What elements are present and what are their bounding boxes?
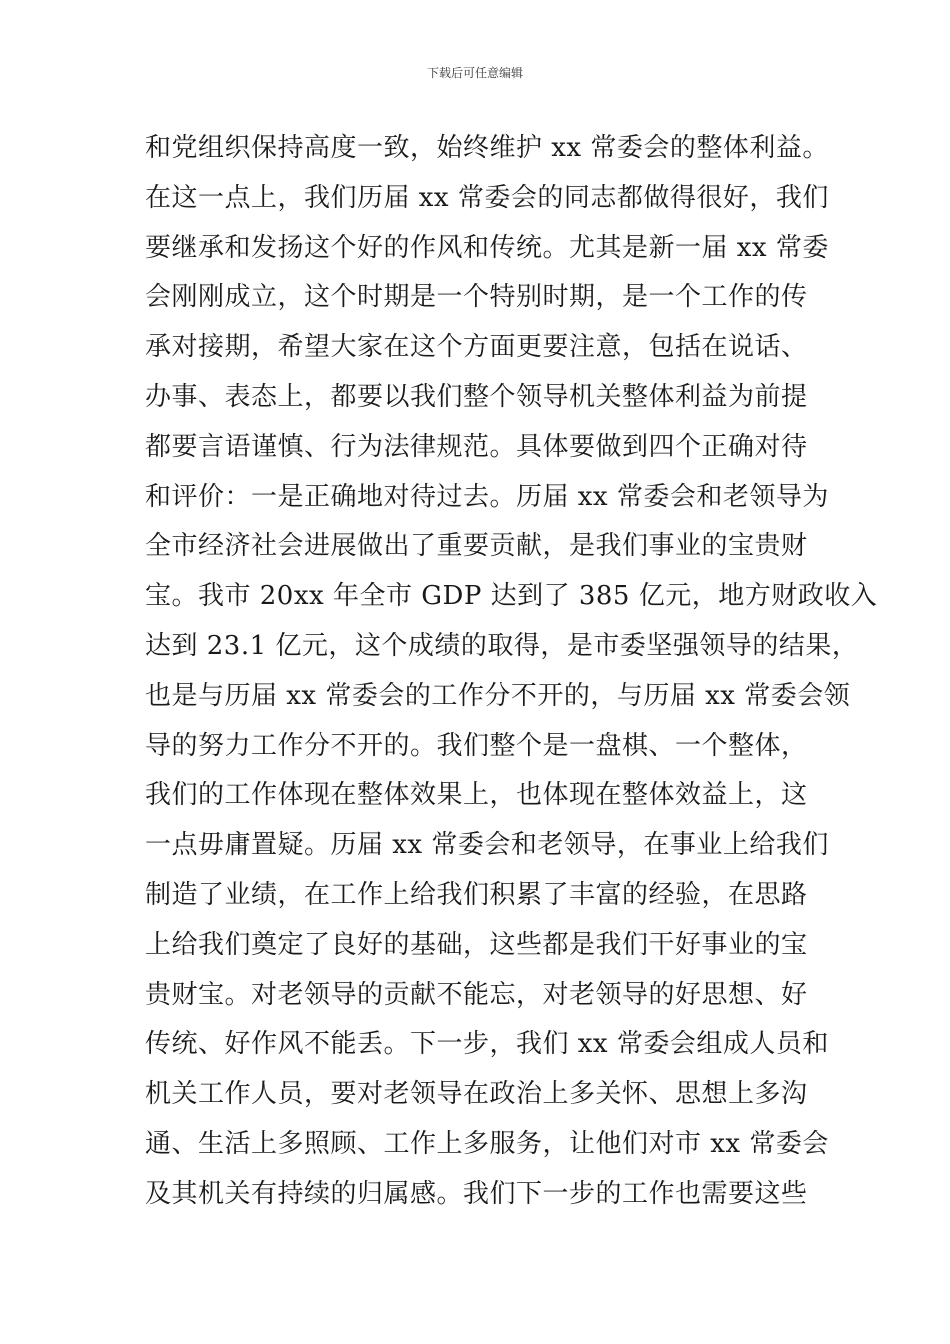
text-line: 贵财宝。对老领导的贡献不能忘，对老领导的好思想、好 xyxy=(145,979,808,1010)
text-line: 一点毋庸置疑。历届 xx 常委会和老领导，在事业上给我们 xyxy=(145,830,829,861)
text-line: 机关工作人员，要对老领导在政治上多关怀、思想上多沟 xyxy=(145,1079,808,1110)
text-line: 通、生活上多照顾、工作上多服务，让他们对市 xx 常委会 xyxy=(145,1128,829,1159)
text-line: 及其机关有持续的归属感。我们下一步的工作也需要这些 xyxy=(145,1178,808,1209)
text-line: 宝。我市 20xx 年全市 GDP 达到了 385 亿元，地方财政收入 xyxy=(145,581,878,612)
text-line: 都要言语谨慎、行为法律规范。具体要做到四个正确对待 xyxy=(145,431,808,462)
text-line: 上给我们奠定了良好的基础，这些都是我们干好事业的宝 xyxy=(145,929,808,960)
text-line: 在这一点上，我们历届 xx 常委会的同志都做得很好，我们 xyxy=(145,182,829,213)
text-line: 办事、表态上，都要以我们整个领导机关整体利益为前提 xyxy=(145,381,808,412)
text-line: 全市经济社会进展做出了重要贡献，是我们事业的宝贵财 xyxy=(145,531,808,562)
body-text xyxy=(145,124,878,1220)
text-line: 也是与历届 xx 常委会的工作分不开的，与历届 xx 常委会领 xyxy=(145,680,851,711)
text-line: 导的努力工作分不开的。我们整个是一盘棋、一个整体， xyxy=(145,730,808,761)
text-line: 传统、好作风不能丢。下一步，我们 xx 常委会组成人员和 xyxy=(145,1029,829,1060)
text-line: 要继承和发扬这个好的作风和传统。尤其是新一届 xx 常委 xyxy=(145,232,829,263)
text-line: 制造了业绩，在工作上给我们积累了丰富的经验，在思路 xyxy=(145,879,808,910)
text-line: 达到 23.1 亿元，这个成绩的取得，是市委坚强领导的结果， xyxy=(145,630,859,661)
text-line: 承对接期，希望大家在这个方面更要注意，包括在说话、 xyxy=(145,332,808,363)
text-line: 和党组织保持高度一致，始终维护 xx 常委会的整体利益。 xyxy=(145,133,829,163)
text-line: 和评价：一是正确地对待过去。历届 xx 常委会和老领导为 xyxy=(145,481,829,512)
text-line: 会刚刚成立，这个时期是一个特别时期，是一个工作的传 xyxy=(145,282,808,313)
text-line: 我们的工作体现在整体效果上，也体现在整体效益上，这 xyxy=(145,780,808,811)
header-note: 下载后可任意编辑 xyxy=(426,66,523,80)
